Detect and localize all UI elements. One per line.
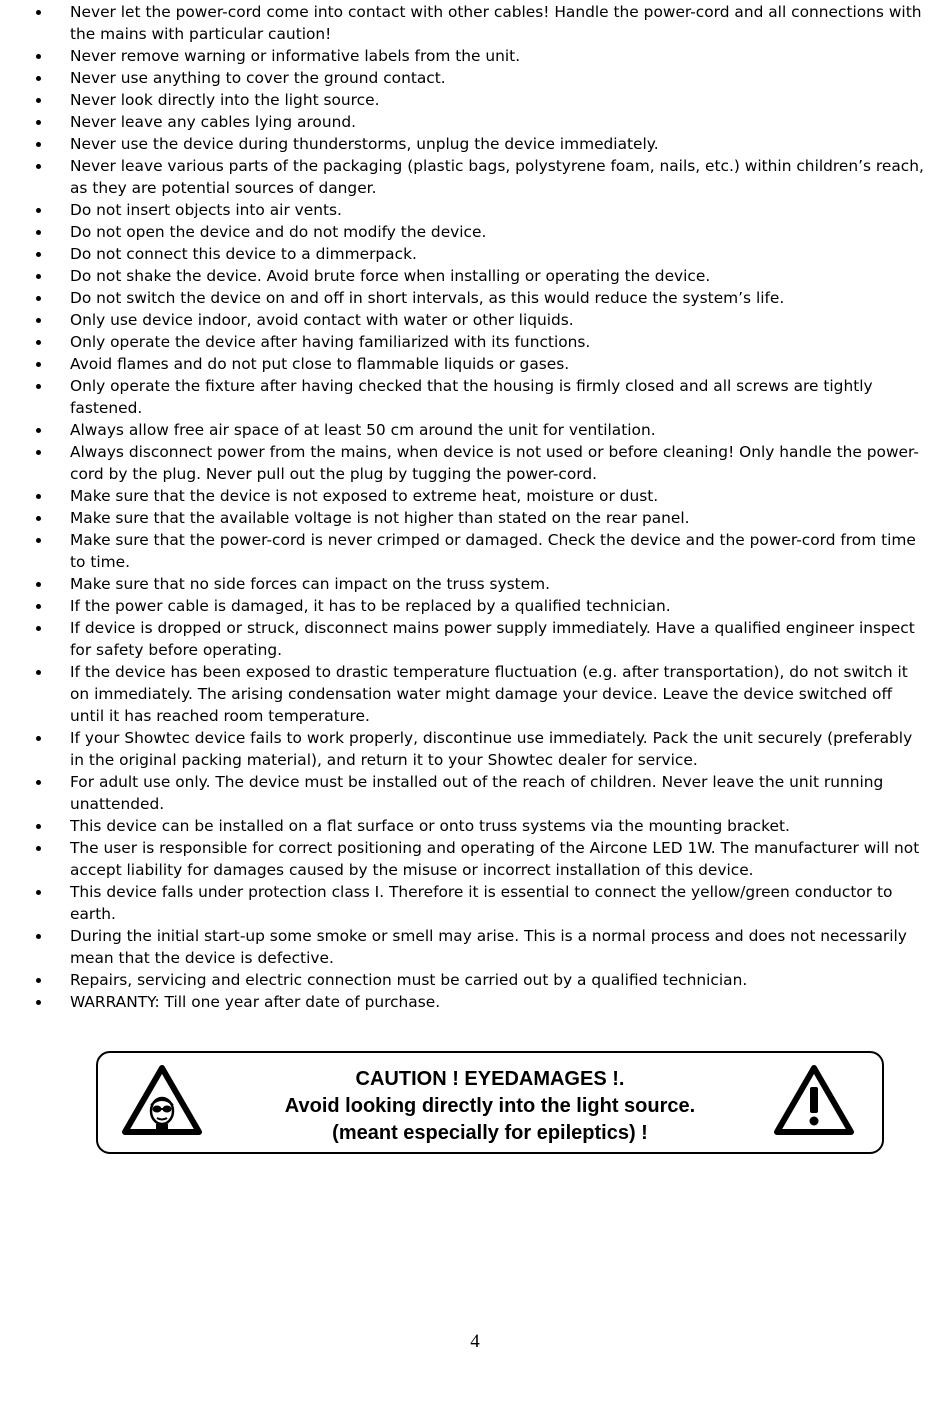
bullet-dot-icon	[36, 538, 41, 543]
bullet-item	[36, 991, 926, 1013]
bullet-item	[36, 617, 926, 661]
bullet-dot-icon	[36, 450, 41, 455]
bullet-item	[36, 529, 926, 573]
caution-box	[96, 1051, 884, 1154]
bullet-text: If your Showtec device fails to work properly, discontinue use immediately. Pack the unit securely (preferably in the original packing material), and return it to your Showtec dealer for service.	[70, 729, 913, 769]
bullet-text: Only operate the device after having familiarized with its functions.	[70, 333, 591, 351]
bullet-dot-icon	[36, 230, 41, 235]
bullet-item	[36, 199, 926, 221]
bullet-item	[36, 815, 926, 837]
bullet-item	[36, 925, 926, 969]
bullet-text: Make sure that the power-cord is never crimped or damaged. Check the device and the power-cord from time to time.	[70, 531, 916, 571]
bullet-dot-icon	[36, 76, 41, 81]
caution-line-3: (meant especially for epileptics) !	[332, 1122, 648, 1144]
bullet-text: Never use anything to cover the ground contact.	[70, 69, 446, 87]
bullet-dot-icon	[36, 384, 41, 389]
bullet-dot-icon	[36, 736, 41, 741]
bullet-item	[36, 1, 926, 45]
bullet-text: Make sure that the device is not exposed to extreme heat, moisture or dust.	[70, 487, 659, 505]
bullet-dot-icon	[36, 626, 41, 631]
bullet-item	[36, 485, 926, 507]
bullet-item	[36, 353, 926, 375]
bullet-text: Always allow free air space of at least 50 cm around the unit for ventilation.	[70, 421, 656, 439]
caution-text	[218, 1066, 762, 1147]
bullet-item	[36, 331, 926, 353]
bullet-dot-icon	[36, 54, 41, 59]
bullet-text: Only operate the fixture after having checked that the housing is firmly closed and all screws are tightly fastened.	[70, 377, 873, 417]
bullet-item	[36, 441, 926, 485]
bullet-item	[36, 309, 926, 331]
bullet-item	[36, 111, 926, 133]
bullet-dot-icon	[36, 10, 41, 15]
bullet-item	[36, 45, 926, 67]
bullet-text: Repairs, servicing and electric connection must be carried out by a qualified technician.	[70, 971, 748, 989]
bullet-item	[36, 573, 926, 595]
bullet-item	[36, 507, 926, 529]
bullet-text: If the device has been exposed to drastic temperature fluctuation (e.g. after transportation), do not switch it on immediately. The arising condensation water might damage your device. Leave the device switched off until it has reached room temperature.	[70, 663, 908, 725]
eye-protection-warning-icon	[122, 1065, 202, 1135]
bullet-text: Always disconnect power from the mains, when device is not used or before cleaning! Only handle the power-cord by the plug. Never pull out the plug by tugging the power-cord.	[70, 443, 919, 483]
bullet-item	[36, 595, 926, 617]
bullet-dot-icon	[36, 934, 41, 939]
bullet-item	[36, 969, 926, 991]
bullet-text: Do not connect this device to a dimmerpack.	[70, 245, 417, 263]
bullet-dot-icon	[36, 824, 41, 829]
bullet-text: Avoid flames and do not put close to flammable liquids or gases.	[70, 355, 570, 373]
bullet-text: This device falls under protection class I. Therefore it is essential to connect the yellow/green conductor to earth.	[70, 883, 893, 923]
bullet-item	[36, 375, 926, 419]
bullet-text: For adult use only. The device must be installed out of the reach of children. Never leave the unit running unattended.	[70, 773, 884, 813]
safety-bullet-list	[36, 1, 926, 1013]
caution-heading: CAUTION ! EYEDAMAGES !.	[355, 1068, 625, 1090]
page-number: 4	[470, 1331, 480, 1352]
caution-line-2: Avoid looking directly into the light source.	[284, 1095, 696, 1117]
bullet-text: If device is dropped or struck, disconnect mains power supply immediately. Have a qualified engineer inspect for safety before operating.	[70, 619, 915, 659]
bullet-text: If the power cable is damaged, it has to be replaced by a qualified technician.	[70, 597, 671, 615]
bullet-text: Only use device indoor, avoid contact with water or other liquids.	[70, 311, 574, 329]
bullet-dot-icon	[36, 780, 41, 785]
bullet-dot-icon	[36, 208, 41, 213]
bullet-item	[36, 661, 926, 727]
bullet-dot-icon	[36, 582, 41, 587]
bullet-text: Never let the power-cord come into contact with other cables! Handle the power-cord and all connections with the mains with particular caution!	[70, 3, 922, 43]
bullet-item	[36, 89, 926, 111]
bullet-text: Do not switch the device on and off in short intervals, as this would reduce the system’s life.	[70, 289, 785, 307]
bullet-item	[36, 837, 926, 881]
bullet-text: Make sure that no side forces can impact on the truss system.	[70, 575, 551, 593]
bullet-text: Do not insert objects into air vents.	[70, 201, 342, 219]
bullet-text: The user is responsible for correct positioning and operating of the Aircone LED 1W. The manufacturer will not accept liability for damages caused by the misuse or incorrect installation of this device.	[70, 839, 920, 879]
bullet-dot-icon	[36, 296, 41, 301]
bullet-dot-icon	[36, 890, 41, 895]
bullet-dot-icon	[36, 604, 41, 609]
bullet-text: This device can be installed on a flat surface or onto truss systems via the mounting bracket.	[70, 817, 790, 835]
bullet-text: Do not shake the device. Avoid brute force when installing or operating the device.	[70, 267, 711, 285]
bullet-dot-icon	[36, 978, 41, 983]
bullet-dot-icon	[36, 362, 41, 367]
bullet-text: Never leave any cables lying around.	[70, 113, 357, 131]
bullet-dot-icon	[36, 846, 41, 851]
bullet-dot-icon	[36, 142, 41, 147]
bullet-dot-icon	[36, 340, 41, 345]
bullet-dot-icon	[36, 670, 41, 675]
bullet-text: Never remove warning or informative labels from the unit.	[70, 47, 521, 65]
bullet-dot-icon	[36, 428, 41, 433]
bullet-dot-icon	[36, 494, 41, 499]
bullet-dot-icon	[36, 164, 41, 169]
bullet-dot-icon	[36, 252, 41, 257]
bullet-text: Never look directly into the light source.	[70, 91, 380, 109]
bullet-item	[36, 419, 926, 441]
bullet-text: During the initial start-up some smoke or smell may arise. This is a normal process and does not necessarily mean that the device is defective.	[70, 927, 907, 967]
bullet-text: Make sure that the available voltage is not higher than stated on the rear panel.	[70, 509, 690, 527]
bullet-item	[36, 67, 926, 89]
bullet-dot-icon	[36, 274, 41, 279]
bullet-item	[36, 727, 926, 771]
bullet-text: Do not open the device and do not modify the device.	[70, 223, 487, 241]
exclamation-warning-icon	[774, 1065, 854, 1135]
bullet-dot-icon	[36, 516, 41, 521]
bullet-dot-icon	[36, 98, 41, 103]
bullet-item	[36, 243, 926, 265]
bullet-text: Never use the device during thunderstorms, unplug the device immediately.	[70, 135, 659, 153]
bullet-item	[36, 771, 926, 815]
bullet-item	[36, 221, 926, 243]
bullet-dot-icon	[36, 318, 41, 323]
bullet-item	[36, 287, 926, 309]
bullet-dot-icon	[36, 1000, 41, 1005]
bullet-item	[36, 155, 926, 199]
bullet-dot-icon	[36, 120, 41, 125]
bullet-item	[36, 881, 926, 925]
bullet-item	[36, 265, 926, 287]
bullet-text: WARRANTY: Till one year after date of purchase.	[70, 993, 441, 1011]
bullet-text: Never leave various parts of the packaging (plastic bags, polystyrene foam, nails, etc.) within children’s reach, as they are potential sources of danger.	[70, 157, 924, 197]
bullet-item	[36, 133, 926, 155]
